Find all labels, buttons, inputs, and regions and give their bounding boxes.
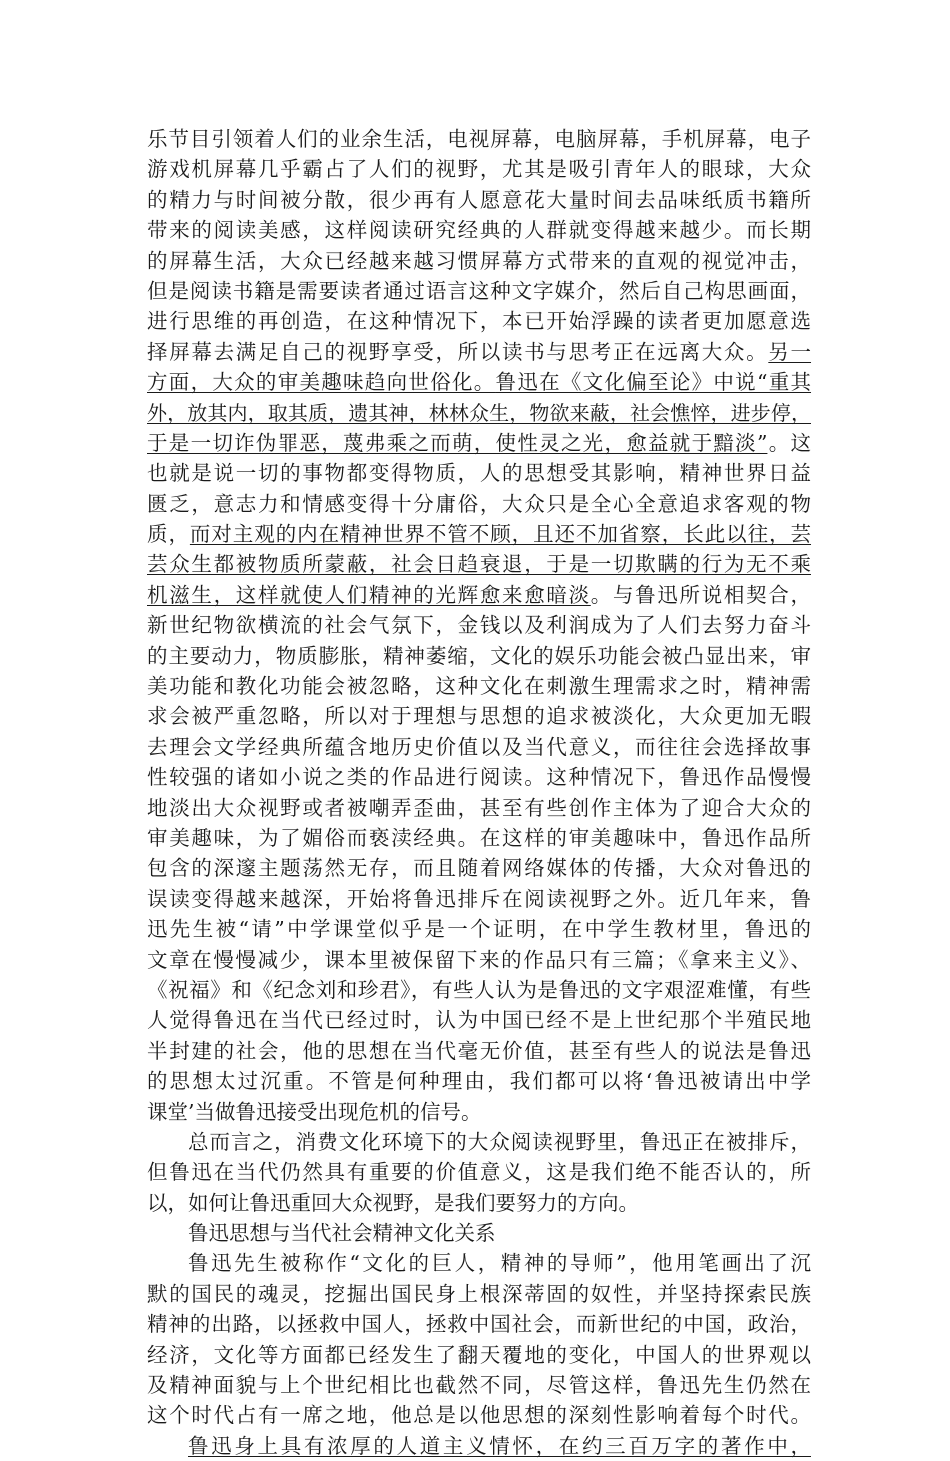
text-line	[147, 1066, 811, 1096]
text-line	[147, 610, 811, 640]
text-run: 乐节目引领着人们的业余生活，电视屏幕，电脑屏幕，手机屏幕，电子	[147, 127, 811, 151]
text-line	[147, 884, 811, 914]
text-line	[147, 1248, 811, 1278]
text-run: 《祝福》和《纪念刘和珍君》，有些人认为是鲁迅的文字艰涩难懂，有些	[147, 977, 811, 1002]
text-line	[147, 367, 811, 397]
text-line	[147, 732, 811, 762]
text-line	[147, 1097, 811, 1127]
text-run: 审美趣味，为了媚俗而亵渎经典。在这样的审美趣味中，鲁迅作品所	[147, 825, 811, 850]
text-line	[147, 914, 811, 944]
text-run: 误读变得越来越深，开始将鲁迅排斥在阅读视野之外。近几年来，鲁	[147, 886, 811, 911]
text-line	[147, 428, 811, 458]
text-run: 人觉得鲁迅在当代已经过时，认为中国已经不是上世纪那个半殖民地	[147, 1008, 811, 1033]
text-run: 带来的阅读美感，这样阅读研究经典的人群就变得越来越少。而长期	[147, 218, 811, 243]
text-run: 课堂’当做鲁迅接受出现危机的信号。	[147, 1099, 482, 1124]
text-line	[147, 246, 811, 276]
text-line	[147, 306, 811, 336]
text-run: 的思想太过沉重。不管是何种理由，我们都可以将‘鲁迅被请出中学	[147, 1069, 811, 1094]
underlined-text: 方面，大众的审美趣味趋向世俗化。	[147, 370, 496, 395]
text-run: 游戏机屏幕几乎霸占了人们的视野，尤其是吸引青年人的眼球，大众	[147, 157, 811, 182]
text-line	[147, 1157, 811, 1187]
text-line	[147, 853, 811, 883]
text-run: 质，	[147, 522, 190, 547]
underlined-text: 而对主观的内在精神世界不管不顾，且还不加省察，长此以往，芸	[189, 522, 812, 547]
text-line	[147, 1127, 811, 1157]
text-line	[147, 337, 811, 367]
text-line	[147, 975, 811, 1005]
text-run: 默的国民的魂灵，挖掘出国民身上根深蒂固的奴性，并坚持探索民族	[147, 1281, 811, 1306]
document-body	[147, 124, 811, 1461]
text-line	[147, 1400, 811, 1430]
text-line	[147, 1279, 811, 1309]
text-run: 的屏幕生活，大众已经越来越习惯屏幕方式带来的直观的视觉冲击，	[147, 248, 811, 273]
text-run: 以，如何让鲁迅重回大众视野，是我们要努力的方向。	[147, 1190, 639, 1215]
text-run: 地淡出大众视野或者被嘲弄歪曲，甚至有些创作主体为了迎合大众的	[147, 795, 811, 820]
text-line	[147, 1309, 811, 1339]
text-run: 去理会文学经典所蕴含地历史价值以及当代意义，而往往会选择故事	[147, 734, 811, 759]
text-line	[147, 519, 811, 549]
underlined-text: 另一	[768, 339, 812, 364]
text-line	[147, 580, 811, 610]
text-line	[147, 945, 811, 975]
underlined-text: 于是一切诈伪罪恶，蔑弗乘之而萌，使性灵之光，愈益就于黯淡”	[147, 430, 768, 455]
text-line	[147, 641, 811, 671]
text-line	[147, 1370, 811, 1400]
text-line	[147, 276, 811, 306]
text-run: 精神的出路，以拯救中国人，拯救中国社会，而新世纪的中国，政治，	[147, 1312, 811, 1337]
text-line	[147, 154, 811, 184]
text-run: 择屏幕去满足自己的视野享受，所以读书与思考正在远离大众。	[147, 339, 769, 364]
text-line	[147, 458, 811, 488]
text-line	[147, 1005, 811, 1035]
text-line	[147, 215, 811, 245]
text-run: 性较强的诸如小说之类的作品进行阅读。这种情况下，鲁迅作品慢慢	[147, 765, 811, 790]
text-run: 包含的深邃主题荡然无存，而且随着网络媒体的传播，大众对鲁迅的	[147, 856, 811, 881]
underlined-text: 机滋生，这样就使人们精神的光辉愈来愈暗淡	[147, 582, 591, 607]
text-run: 也就是说一切的事物都变得物质，人的思想受其影响，精神世界日益	[147, 461, 811, 486]
underlined-text: 鲁迅身上具有浓厚的人道主义情怀，在约三百万字的著作中，	[188, 1433, 811, 1458]
text-run: 半封建的社会，他的思想在当代毫无价值，甚至有些人的说法是鲁迅	[147, 1038, 811, 1063]
text-line	[147, 1036, 811, 1066]
text-run: 匮乏，意志力和情感变得十分庸俗，大众只是全心全意追求客观的物	[147, 491, 811, 516]
text-line	[147, 823, 811, 853]
text-line	[147, 671, 811, 701]
text-run: 总而言之，消费文化环境下的大众阅读视野里，鲁迅正在被排斥，	[188, 1129, 811, 1154]
text-run: 新世纪物欲横流的社会气氛下，金钱以及利润成为了人们去努力奋斗	[147, 613, 811, 638]
text-run: 这个时代占有一席之地，他总是以他思想的深刻性影响着每个时代。	[147, 1403, 811, 1428]
text-run: 美功能和教化功能会被忽略，这种文化在刺激生理需求之时，精神需	[147, 674, 811, 699]
text-run: 迅先生被“请”中学课堂似乎是一个证明，在中学生教材里，鲁迅的	[147, 917, 811, 942]
text-line	[147, 549, 811, 579]
text-line	[147, 398, 811, 428]
text-run: 但是阅读书籍是需要读者通过语言这种文字媒介，然后自己构思画面，	[147, 278, 811, 303]
text-line	[147, 489, 811, 519]
underlined-text: 外，放其内，取其质，遗其神，林林众生，物欲来蔽，社会憔悴，进步停，	[147, 400, 811, 425]
text-run: 。这	[767, 430, 812, 455]
text-line	[147, 762, 811, 792]
text-line	[147, 124, 811, 154]
underlined-text: 鲁迅在《文化偏至论》中说“重其	[495, 370, 812, 395]
text-line	[147, 1340, 811, 1370]
text-run: 的主要动力，物质膨胀，精神萎缩，文化的娱乐功能会被凸显出来，审	[147, 643, 811, 668]
text-run: 及精神面貌与上个世纪相比也截然不同，尽管这样，鲁迅先生仍然在	[147, 1373, 811, 1398]
text-line	[147, 185, 811, 215]
text-run: 鲁迅先生被称作“文化的巨人，精神的导师”，他用笔画出了沉	[188, 1251, 811, 1276]
text-run: 鲁迅思想与当代社会精神文化关系	[188, 1221, 496, 1246]
text-line	[147, 701, 811, 731]
text-run: 但鲁迅在当代仍然具有重要的价值意义，这是我们绝不能否认的，所	[147, 1160, 811, 1185]
text-run: 的精力与时间被分散，很少再有人愿意花大量时间去品味纸质书籍所	[147, 187, 811, 212]
text-run: 求会被严重忽略，所以对于理想与思想的追求被淡化，大众更加无暇	[147, 704, 811, 729]
section-heading	[147, 1218, 811, 1248]
text-run: 。与鲁迅所说相契合，	[590, 582, 812, 607]
text-run: 文章在慢慢减少，课本里被保留下来的作品只有三篇；《拿来主义》、	[147, 947, 811, 972]
text-run: 经济，文化等方面都已经发生了翻天覆地的变化，中国人的世界观以	[147, 1342, 811, 1367]
text-line	[147, 1431, 811, 1461]
text-line	[147, 1188, 811, 1218]
underlined-text: 芸众生都被物质所蒙蔽，社会日趋衰退，于是一切欺瞒的行为无不乘	[147, 552, 811, 577]
text-line	[147, 793, 811, 823]
text-run: 进行思维的再创造，在这种情况下，本已开始浮躁的读者更加愿意选	[147, 309, 811, 334]
